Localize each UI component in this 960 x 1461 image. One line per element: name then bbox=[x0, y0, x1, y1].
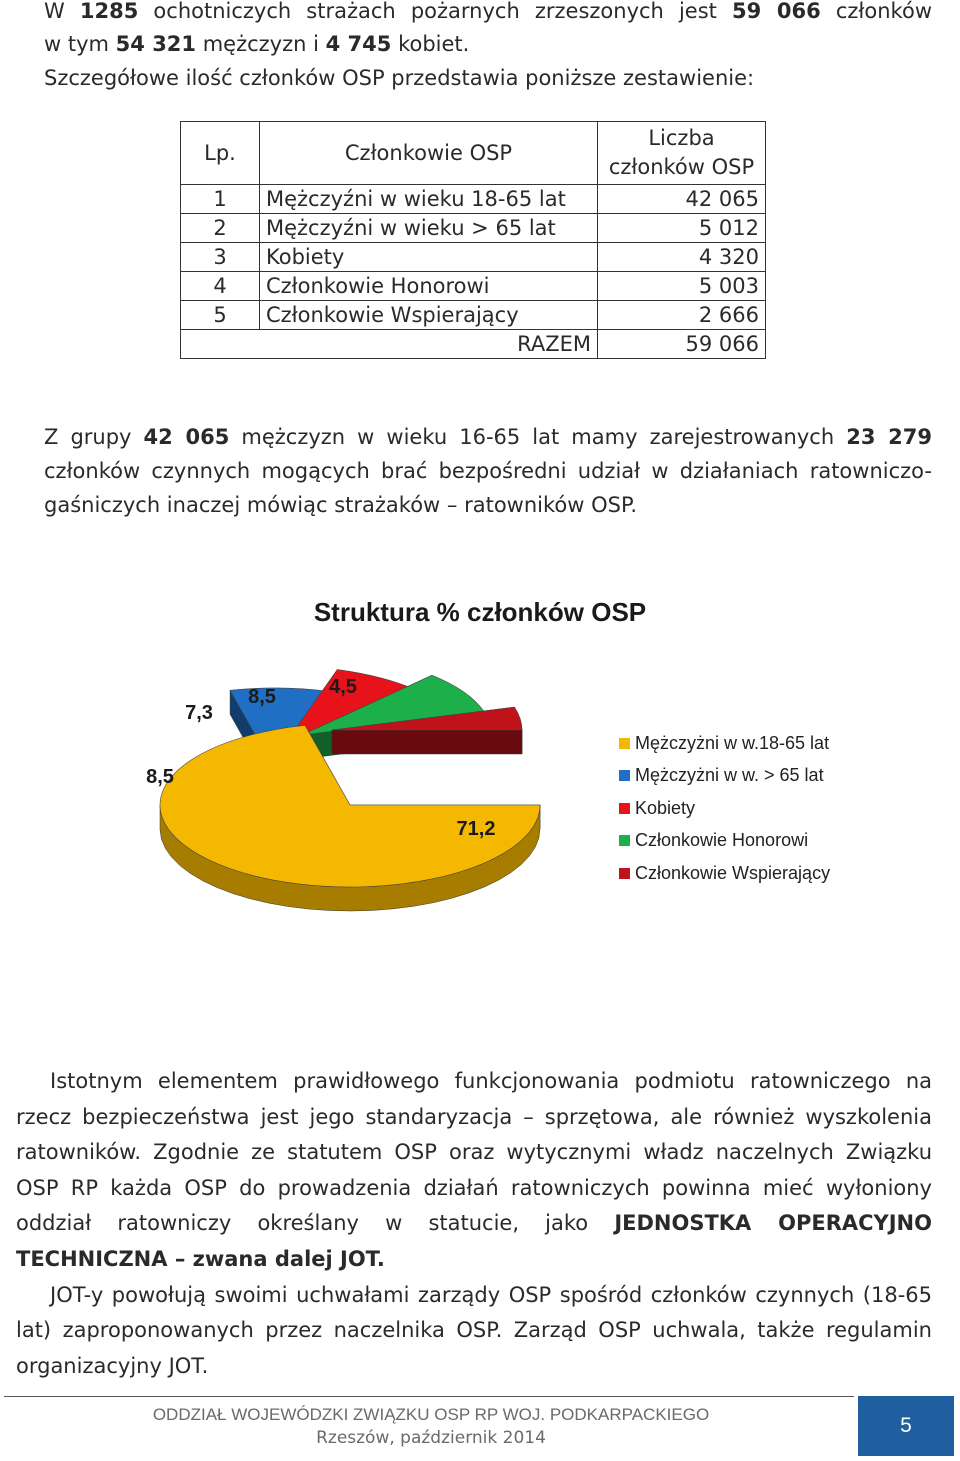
intro-line-2: w tym 54 321 mężczyzn i 4 745 kobiet. bbox=[44, 32, 470, 56]
footer-date: Rzeszów, październik 2014 bbox=[316, 1428, 546, 1448]
intro-line-1: W 1285 ochotniczych strażach pożarnych zrzeszonych jest 59 066 członków bbox=[44, 0, 932, 23]
legend-label: Mężczyżni w w.18-65 lat bbox=[635, 732, 830, 753]
cell-lp: 5 bbox=[181, 301, 260, 330]
body-text bbox=[16, 1064, 932, 1384]
cell-lp: 4 bbox=[181, 272, 260, 301]
footer-divider bbox=[4, 1396, 854, 1397]
total-label: RAZEM bbox=[181, 330, 598, 359]
legend-swatch bbox=[619, 835, 630, 846]
cell-value: 5 003 bbox=[598, 272, 766, 301]
table-row bbox=[181, 185, 766, 214]
cell-name: Członkowie Wspierający bbox=[260, 301, 598, 330]
legend-swatch bbox=[619, 803, 630, 814]
body-paragraph-2: JOT-y powołują swoimi uchwałami zarządy OSP spośród członków czynnych (18-65 lat) zaproponowanych przez naczelnika OSP. Zarząd OSP uchwala, także regulamin organizacyjny JOT. bbox=[16, 1282, 932, 1378]
chart-legend bbox=[619, 727, 830, 890]
intro-line-3: Szczegółowe ilość członków OSP przedstawia poniższe zestawienie: bbox=[44, 66, 755, 90]
cell-value: 5 012 bbox=[598, 214, 766, 243]
legend-item bbox=[619, 760, 830, 793]
cell-name: Kobiety bbox=[260, 243, 598, 272]
table-row bbox=[181, 214, 766, 243]
header-count: Liczba członków OSP bbox=[598, 122, 766, 185]
legend-item bbox=[619, 792, 830, 825]
pie-slice-wall bbox=[332, 730, 522, 754]
active-members-paragraph: Z grupy 42 065 mężczyzn w wieku 16-65 lat mamy zarejestrowanych 23 279 członków czynnych mogących brać bezpośredni udział w działaniach ratowniczo-gaśniczych inaczej mówiąc strażaków – ratowników OSP. bbox=[44, 425, 932, 517]
cell-value: 2 666 bbox=[598, 301, 766, 330]
table-row bbox=[181, 243, 766, 272]
members-table bbox=[180, 121, 766, 359]
legend-label: Członkowie Wspierający bbox=[635, 862, 831, 883]
table-row bbox=[181, 272, 766, 301]
total-value: 59 066 bbox=[598, 330, 766, 359]
pie-data-label: 8,5 bbox=[248, 686, 276, 708]
cell-lp: 2 bbox=[181, 214, 260, 243]
pie-data-label: 7,3 bbox=[185, 702, 213, 724]
header-lp: Lp. bbox=[181, 122, 260, 185]
table-total-row bbox=[181, 330, 766, 359]
legend-swatch bbox=[619, 738, 630, 749]
legend-label: Kobiety bbox=[635, 797, 696, 818]
header-members: Członkowie OSP bbox=[260, 122, 598, 185]
legend-swatch bbox=[619, 770, 630, 781]
pie-data-label: 8,5 bbox=[146, 766, 174, 788]
footer-organization: ODDZIAŁ WOJEWÓDZKI ZWIĄZKU OSP RP WOJ. PODKARPACKIEGO bbox=[152, 1405, 710, 1424]
cell-lp: 1 bbox=[181, 185, 260, 214]
pie-data-label: 71,2 bbox=[456, 818, 496, 840]
legend-swatch bbox=[619, 868, 630, 879]
cell-name: Mężczyźni w wieku 18-65 lat bbox=[260, 185, 598, 214]
pie-data-label: 4,5 bbox=[329, 676, 357, 698]
page-number: 5 bbox=[858, 1396, 954, 1456]
cell-value: 42 065 bbox=[598, 185, 766, 214]
legend-item bbox=[619, 857, 830, 890]
cell-value: 4 320 bbox=[598, 243, 766, 272]
legend-label: Członkowie Honorowi bbox=[635, 830, 809, 851]
cell-name: Mężczyźni w wieku > 65 lat bbox=[260, 214, 598, 243]
table-header-row bbox=[181, 122, 766, 185]
legend-item bbox=[619, 727, 830, 760]
legend-item bbox=[619, 825, 830, 858]
chart-title: Struktura % członków OSP bbox=[313, 597, 647, 627]
legend-label: Mężczyżni w w. > 65 lat bbox=[635, 765, 824, 786]
table-row bbox=[181, 301, 766, 330]
cell-name: Członkowie Honorowi bbox=[260, 272, 598, 301]
body-paragraph-1: Istotnym elementem prawidłowego funkcjonowania podmiotu ratowniczego na rzecz bezpieczeństwa jest jego standaryzacja – sprzętowa, ale również wyszkolenia ratowników. Zgodnie ze statutem OSP oraz wytycznymi władz naczelnych Związku OSP RP każda OSP do prowadzenia działań ratowniczych powinna mieć wyłoniony oddział ratowniczy określany w statucie, jako JEDNOSTKA OPERACYJNO TECHNICZNA – zwana dalej JOT. bbox=[16, 1069, 932, 1271]
cell-lp: 3 bbox=[181, 243, 260, 272]
